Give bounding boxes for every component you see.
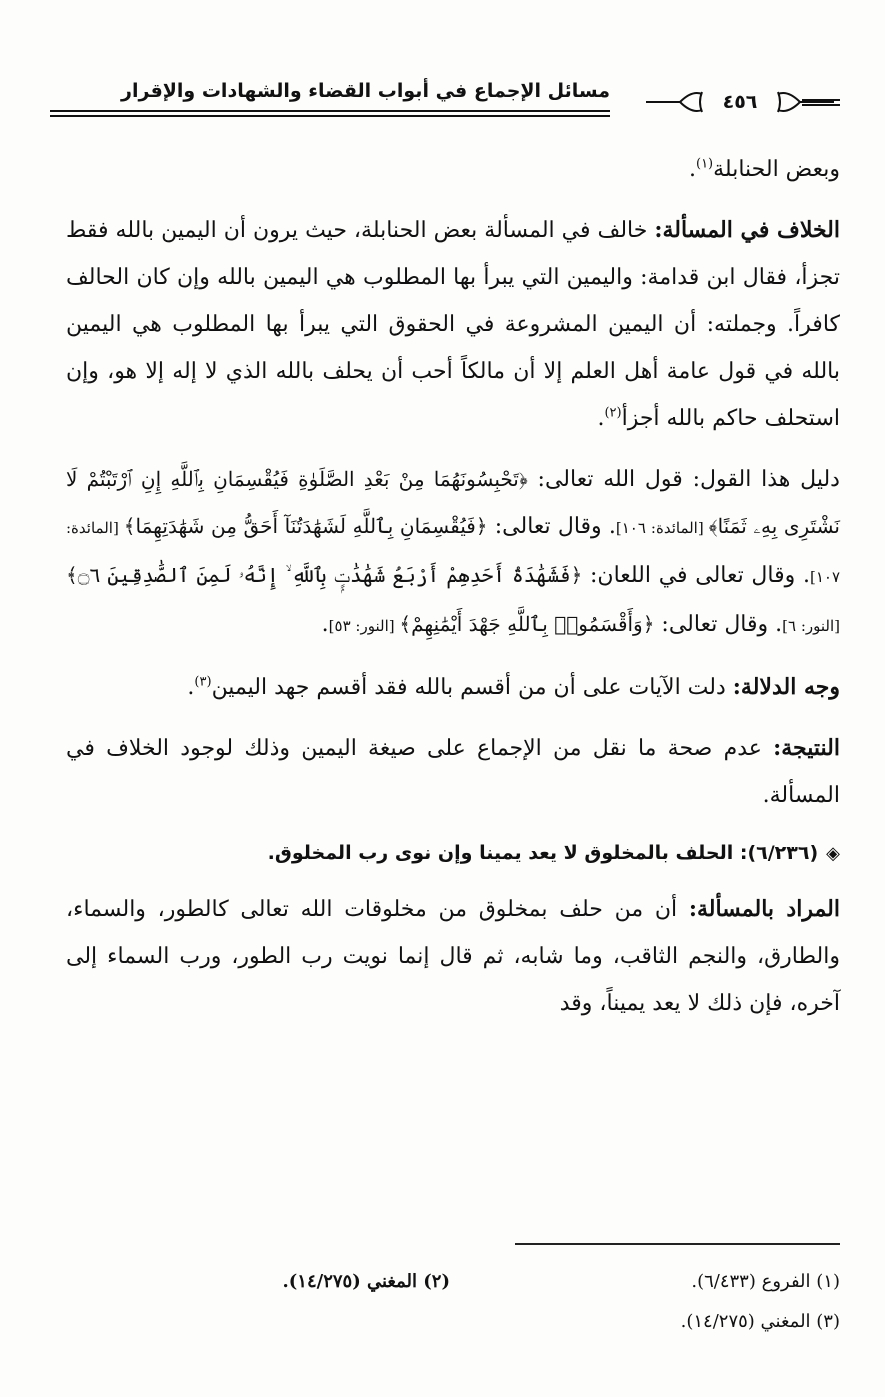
paragraph-result: النتيجة: عدم صحة ما نقل من الإجماع على صيغة اليمين وذلك لوجود الخلاف في المسألة. [66, 735, 840, 808]
footnote-3: (٣) المغني (١٤/٢٧٥). [680, 1311, 840, 1332]
footnote-separator [515, 1243, 840, 1245]
verse-ref-3: [النور: ٦] [782, 617, 840, 635]
footnote-ref-2: (٢) [604, 405, 622, 421]
footnote-1: (١) الفروع (٦/٤٣٣). [691, 1271, 840, 1292]
main-text [66, 146, 840, 1041]
paragraph-evidence: دليل هذا القول: قول الله تعالى: ﴿تَحْبِسُونَهُمَا مِنْ بَعْدِ الصَّلَوٰةِ فَيُقْسِمَانِ بِٱللَّهِ إِنِ ٱرْتَبْتُمْ لَا نَشْتَرِى بِهِۦ ثَمَنًا﴾ [المائدة: ١٠٦]. وقال تعالى: ﴿فَيُقْسِمَانِ بِٱللَّهِ لَشَهَٰدَتُنَآ أَحَقُّ مِن شَهَٰدَتِهِمَا﴾ [المائدة: ١٠٧]. وقال تعالى في اللعان: ﴿فَشَهَٰدَةُ أَحَدِهِمْ أَرْبَعُ شَهَٰدَٰتٍۭ بِٱللَّهِ ۙ إِنَّهُۥ لَمِنَ ٱلصَّٰدِقِينَ ۝٦﴾ [النور: ٦]. وقال تعالى: ﴿وَأَقْسَمُوا۟ بِٱللَّهِ جَهْدَ أَيْمَٰنِهِمْ﴾ [النور: ٥٣]. [66, 467, 840, 637]
page-number-ornament [640, 86, 840, 118]
paragraph-inference: وجه الدلالة: دلت الآيات على أن من أقسم بالله فقد أقسم جهد اليمين$^{(٣)}$. [187, 674, 840, 700]
diamond-icon: ◈ [826, 843, 840, 864]
page-number: ٤٥٦ [722, 91, 758, 113]
issue-heading [66, 833, 840, 874]
running-title: مسائل الإجماع في أبواب القضاء والشهادات والإقرار [121, 80, 610, 102]
term-result: النتيجة: [773, 735, 840, 761]
term-disagreement: الخلاف في المسألة: [654, 217, 840, 243]
quran-verse-2: ﴿فَيُقْسِمَانِ بِٱللَّهِ لَشَهَٰدَتُنَآ أَحَقُّ مِن شَهَٰدَتِهِمَا﴾ [123, 514, 488, 538]
quran-verse-4: ﴿وَأَقْسَمُوا۟ بِٱللَّهِ جَهْدَ أَيْمَٰنِهِمْ﴾ [399, 612, 655, 636]
paragraph-disagreement: الخلاف في المسألة: خالف في المسألة بعض الحنابلة، حيث يرون أن اليمين بالله فقط تجزأ، فقال ابن قدامة: واليمين التي يبرأ بها المطلوب هي اليمين بالله وإن كان الحالف كافراً. وجملته: أن اليمين المشروعة في الحقوق التي يبرأ بها المطلوب هي اليمين بالله في قول عامة أهل العلم إلا أن مالكاً أحب أن يحلف بالله الذي لا إله إلا هو، وإن استحلف حاكم بالله أجزأ$^{(٢)}$. [66, 217, 840, 431]
header-rule-top [50, 110, 610, 112]
quran-verse-1: ﴿تَحْبِسُونَهُمَا مِنْ بَعْدِ الصَّلَوٰةِ فَيُقْسِمَانِ بِٱللَّهِ إِنِ ٱرْتَبْتُمْ لَا نَشْتَرِى بِهِۦ ثَمَنًا﴾ [66, 467, 840, 538]
verse-ref-2: [المائدة: ١٠٧] [66, 519, 840, 586]
quran-verse-3: ﴿فَشَهَٰدَةُ أَحَدِهِمْ أَرْبَعُ شَهَٰدَٰتٍۭ بِٱللَّهِ ۙ إِنَّهُۥ لَمِنَ ٱلصَّٰدِقِينَ ۝٦﴾ [66, 563, 583, 587]
paragraph-1: وبعض الحنابلة$^{(١)}$. [688, 156, 840, 182]
paragraph-meaning: المراد بالمسألة: أن من حلف بمخلوق من مخلوقات الله تعالى كالطور، والسماء، والطارق، والنجم الثاقب، وما شابه، ثم قال إنما نويت رب الطور، ورب السماء إلى آخره، فإن ذلك لا يعد يميناً، وقد [66, 896, 840, 1016]
header-rule-bottom [50, 115, 610, 117]
term-inference: وجه الدلالة: [732, 674, 840, 700]
verse-ref-1: [المائدة: ١٠٦] [615, 519, 709, 537]
term-meaning: المراد بالمسألة: [688, 896, 840, 922]
footnote-2: (٢) المغني (١٤/٢٧٥). [282, 1271, 450, 1292]
footnote-ref-1: (١) [695, 156, 714, 172]
verse-ref-4: [النور: ٥٣] [328, 617, 400, 635]
footnote-ref-3: (٣) [194, 674, 212, 690]
issue-title: (٦/٢٣٦): الحلف بالمخلوق لا يعد يمينا وإن نوى رب المخلوق. [267, 842, 819, 864]
page-header [50, 74, 840, 134]
footnotes [60, 1262, 840, 1342]
